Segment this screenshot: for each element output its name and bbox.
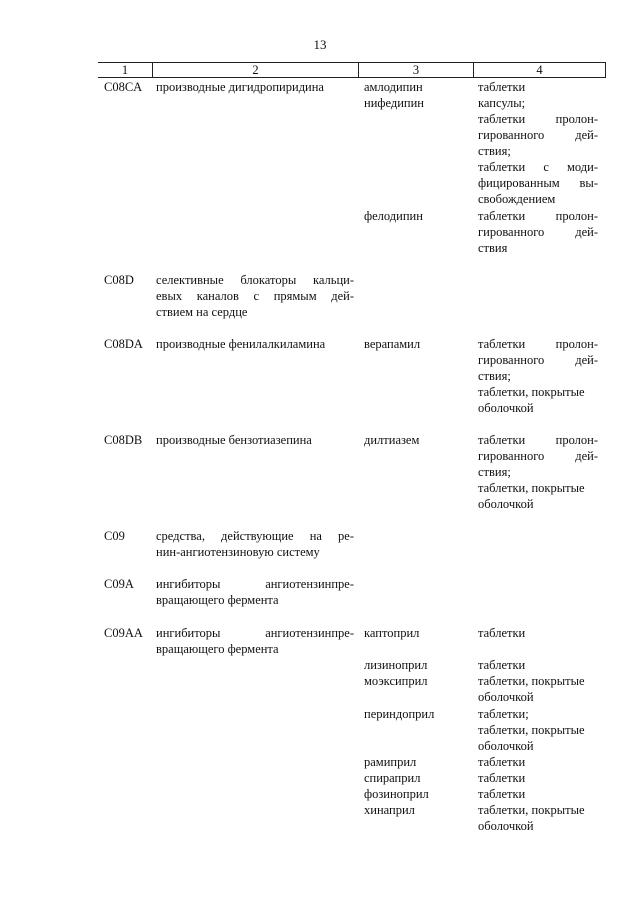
dosage-form: гированного дей- <box>478 225 598 239</box>
dosage-forms <box>478 432 598 512</box>
drug-name: фозиноприл <box>364 787 429 801</box>
group-name-line: нин-ангиотензиновую систему <box>156 545 320 559</box>
dosage-forms <box>478 79 598 207</box>
dosage-form: ствия; <box>478 465 511 479</box>
dosage-form: таблетки пролон- <box>478 209 598 223</box>
group-name <box>156 272 354 320</box>
atc-code: C09AA <box>104 626 143 640</box>
dosage-form: гированного дей- <box>478 353 598 367</box>
group-name-line: ингибиторы ангиотензинпре- <box>156 577 354 591</box>
group-name-line: средства, действующие на ре- <box>156 529 354 543</box>
dosage-form: таблетки <box>478 626 526 640</box>
group-name-line: вращающего фермента <box>156 642 279 656</box>
drug-list <box>364 79 474 111</box>
atc-code: C08DA <box>104 337 143 351</box>
dosage-form: оболочкой <box>478 739 534 753</box>
dosage-form: таблетки с моди- <box>478 160 598 174</box>
dosage-form: таблетки <box>478 80 526 94</box>
group-name-line: вращающего фермента <box>156 593 279 607</box>
group-name <box>156 528 354 560</box>
dosage-form: оболочкой <box>478 819 534 833</box>
drug-name: лизиноприл <box>364 658 428 672</box>
dosage-form: таблетки пролон- <box>478 433 598 447</box>
group-name-line: ствием на сердце <box>156 305 248 319</box>
header-col-4: 4 <box>473 63 606 77</box>
group-name-line: селективные блокаторы кальци- <box>156 273 354 287</box>
dosage-form: ствия; <box>478 144 511 158</box>
dosage-form: таблетки пролон- <box>478 337 598 351</box>
dosage-form: свобождением <box>478 192 556 206</box>
atc-code: C08D <box>104 273 134 287</box>
dosage-forms <box>478 802 598 834</box>
dosage-form: таблетки, покрытые <box>478 385 585 399</box>
dosage-form: оболочкой <box>478 690 534 704</box>
atc-code: C08DB <box>104 433 143 447</box>
table-header <box>98 62 606 78</box>
atc-code: C08CA <box>104 80 143 94</box>
drug-name: спираприл <box>364 771 421 785</box>
dosage-form: таблетки <box>478 658 526 672</box>
dosage-forms <box>478 336 598 416</box>
atc-code: C09 <box>104 529 125 543</box>
dosage-form: капсулы; <box>478 96 526 110</box>
dosage-form: таблетки пролон- <box>478 112 598 126</box>
group-name <box>156 576 354 608</box>
drug-name: фелодипин <box>364 209 423 223</box>
dosage-forms <box>478 706 598 754</box>
group-name: производные фенилалкиламина <box>156 337 326 351</box>
drug-name: моэксиприл <box>364 674 428 688</box>
dosage-forms <box>478 673 598 705</box>
dosage-form: гированного дей- <box>478 449 598 463</box>
drug-name: рамиприл <box>364 755 417 769</box>
dosage-form: таблетки; <box>478 707 529 721</box>
header-col-1: 1 <box>121 63 129 77</box>
dosage-form: гированного дей- <box>478 128 598 142</box>
dosage-form: оболочкой <box>478 401 534 415</box>
dosage-form: таблетки <box>478 755 526 769</box>
drug-name: нифедипин <box>364 96 424 110</box>
group-name: производные бензотиазепина <box>156 433 312 447</box>
dosage-form: таблетки, покрытые <box>478 674 585 688</box>
dosage-form: таблетки, покрытые <box>478 481 585 495</box>
dosage-form: фицированным вы- <box>478 176 598 190</box>
page-number: 13 <box>313 37 327 52</box>
group-name-line: евых каналов с прямым дей- <box>156 289 354 303</box>
drug-name: амлодипин <box>364 80 423 94</box>
group-name: производные дигидропиридина <box>156 80 324 94</box>
atc-code: C09A <box>104 577 134 591</box>
dosage-form: таблетки, покрытые <box>478 803 585 817</box>
drug-name: периндоприл <box>364 707 435 721</box>
dosage-form: ствия <box>478 241 508 255</box>
dosage-form: таблетки <box>478 787 526 801</box>
dosage-form: таблетки, покрытые <box>478 723 585 737</box>
group-name-line: ингибиторы ангиотензинпре- <box>156 626 354 640</box>
group-name <box>156 625 354 657</box>
dosage-form: оболочкой <box>478 497 534 511</box>
dosage-forms <box>478 208 598 256</box>
drug-name: каптоприл <box>364 626 420 640</box>
dosage-form: ствия; <box>478 369 511 383</box>
drug-name: дилтиазем <box>364 433 420 447</box>
drug-name: верапамил <box>364 337 421 351</box>
dosage-form: таблетки <box>478 771 526 785</box>
header-col-2: 2 <box>152 63 358 77</box>
drug-name: хинаприл <box>364 803 415 817</box>
header-col-3: 3 <box>358 63 473 77</box>
